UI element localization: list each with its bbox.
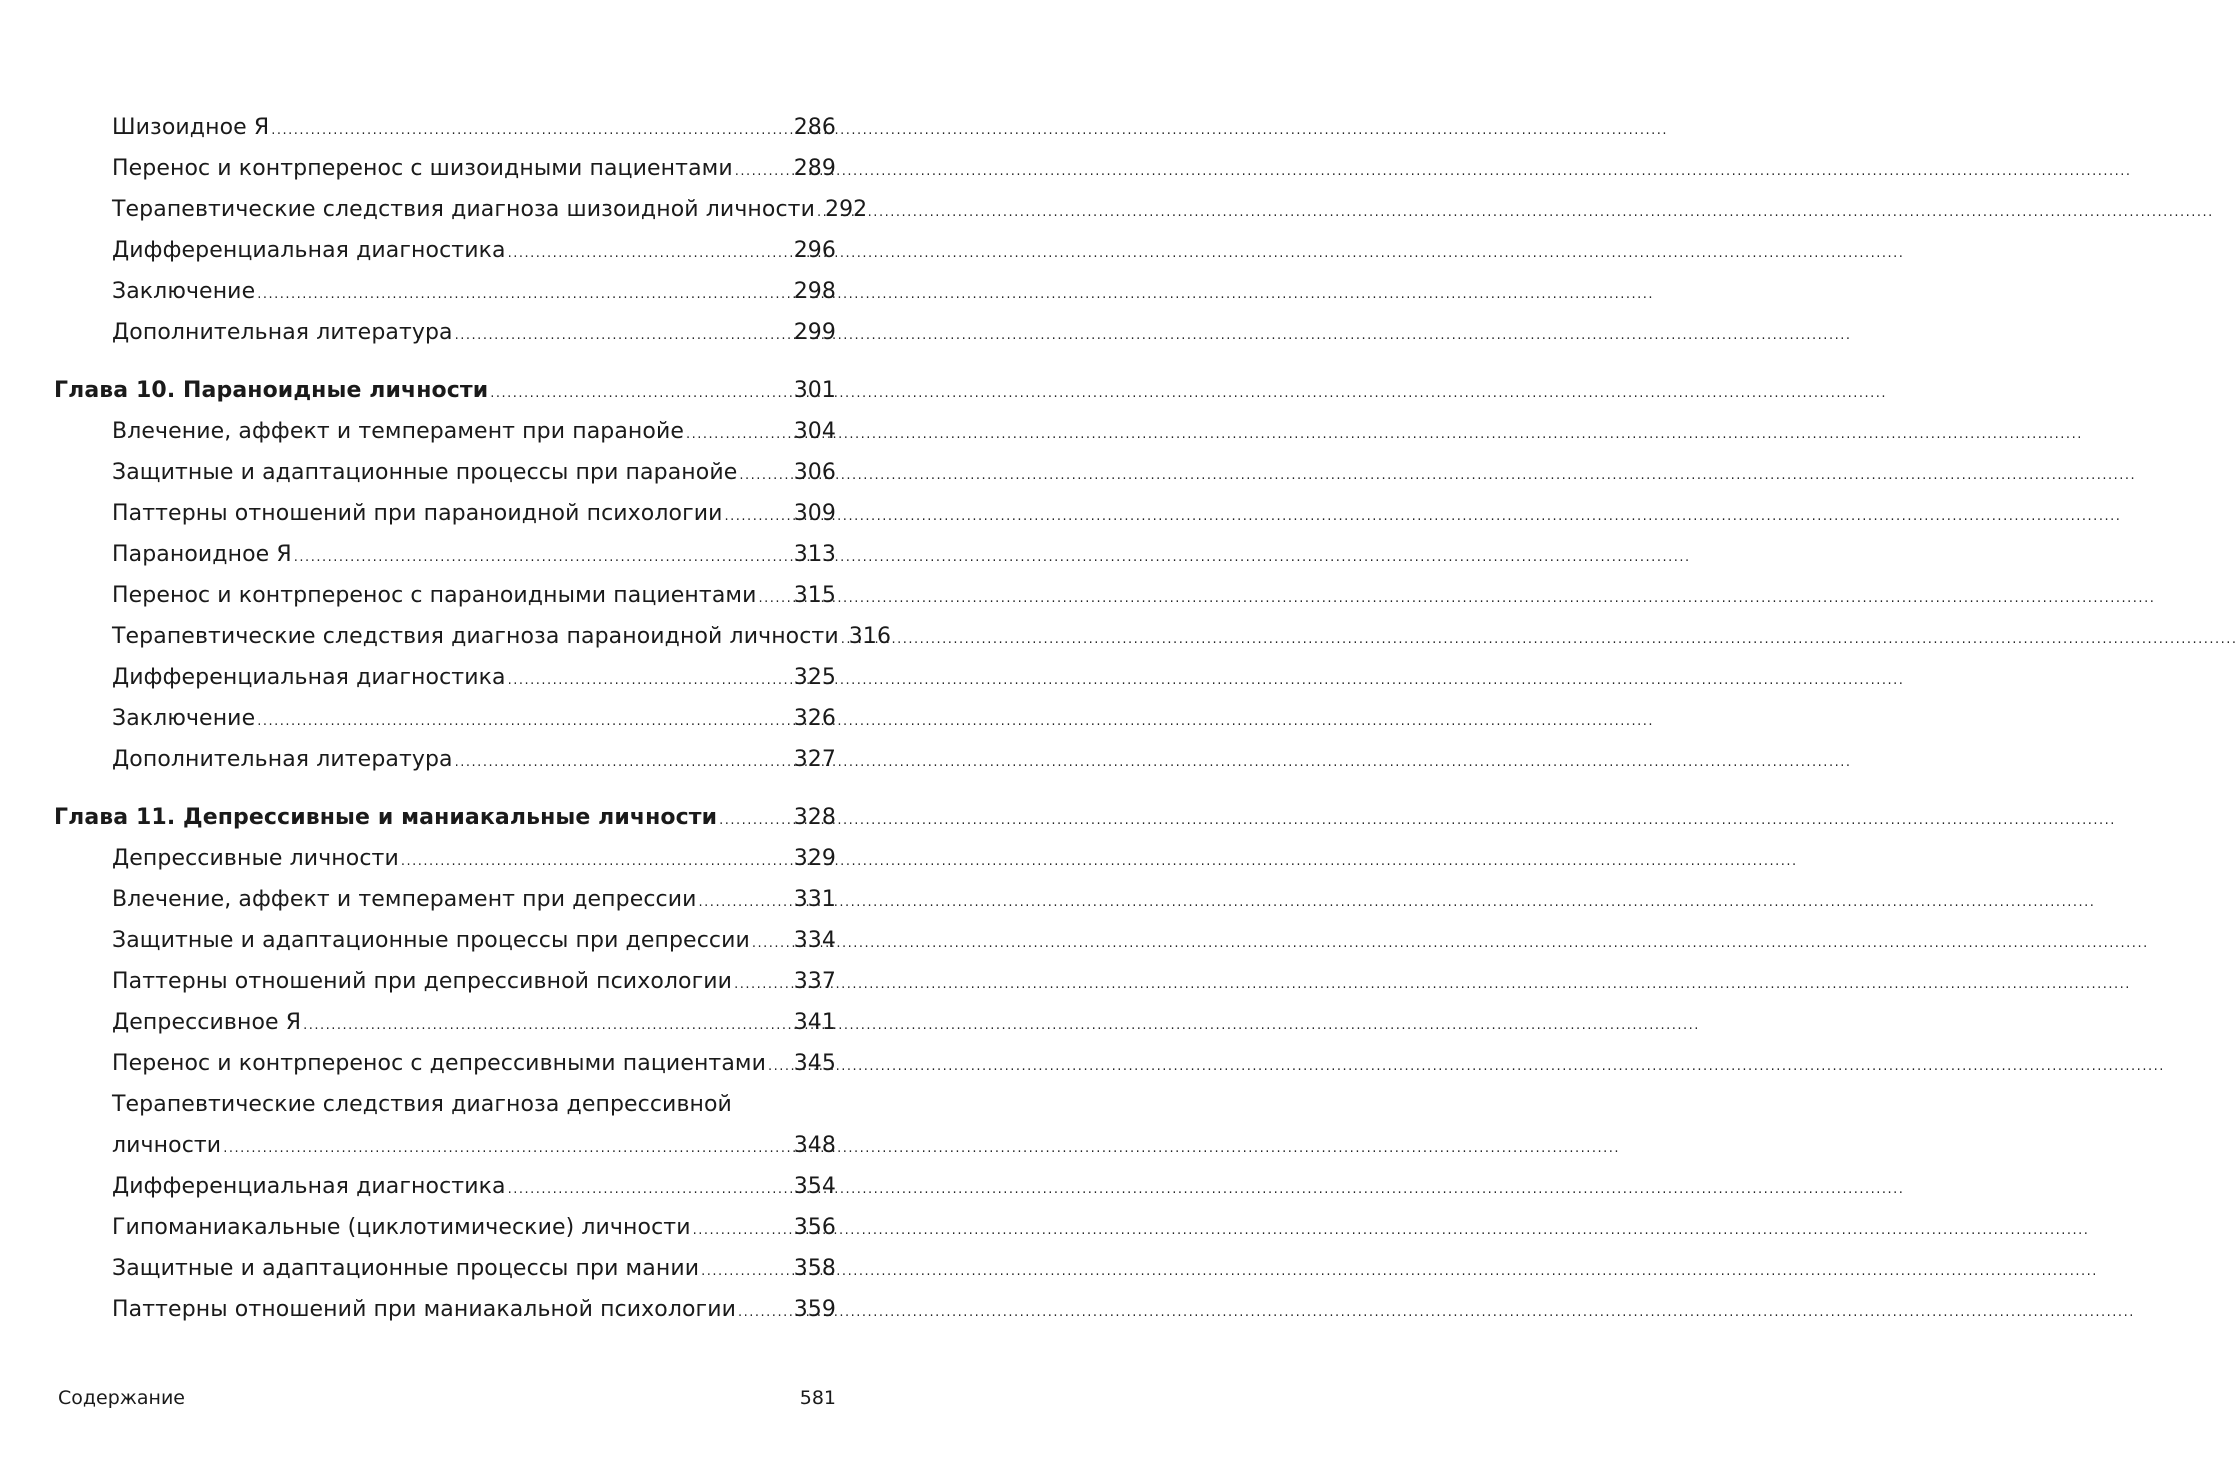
toc-page-number: 359 <box>793 1297 836 1322</box>
toc-entry <box>54 879 836 920</box>
toc-page-number: 331 <box>793 887 836 912</box>
dot-leader <box>506 233 792 274</box>
toc-page-number: 334 <box>793 928 836 953</box>
dot-leader <box>292 537 792 578</box>
dot-leader <box>506 1169 792 1210</box>
toc-entry-continuation <box>54 1125 836 1166</box>
toc-entry <box>54 107 836 148</box>
dot-leader <box>736 1292 792 1333</box>
toc-entry-title: Депрессивное Я <box>112 1010 302 1035</box>
toc-entry-title: Защитные и адаптационные процессы при депрессии <box>112 928 750 953</box>
toc-entry-title: Паттерны отношений при параноидной психологии <box>112 501 723 526</box>
toc-entry <box>54 616 892 657</box>
toc-entry-title: Терапевтические следствия диагноза шизоидной личности <box>112 197 815 222</box>
toc-entry <box>54 148 836 189</box>
toc-page-number: 328 <box>793 805 836 830</box>
toc-page-number: 329 <box>793 846 836 871</box>
dot-leader <box>691 1210 792 1251</box>
toc-entry-title: Перенос и контрперенос с шизоидными пациентами <box>112 156 733 181</box>
toc-entry <box>54 1289 836 1330</box>
toc-page-number: 316 <box>848 624 892 649</box>
dot-leader <box>757 578 792 619</box>
toc-entry <box>54 271 836 312</box>
dot-leader <box>699 1251 792 1292</box>
dot-leader <box>269 110 791 151</box>
toc-page-number: 337 <box>793 969 836 994</box>
toc-chapter-title: Глава 11. Депрессивные и маниакальные личности <box>54 805 718 830</box>
toc-chapter-title: Глава 10. Параноидные личности <box>54 378 489 403</box>
toc-entry-title: Дифференциальная диагностика <box>112 1174 506 1199</box>
toc-entry-title: Заключение <box>112 706 256 731</box>
dot-leader <box>255 274 791 315</box>
toc-entry-title: личности <box>112 1133 222 1158</box>
toc-page-number: 292 <box>824 197 868 222</box>
toc-entry-title: Дифференциальная диагностика <box>112 238 506 263</box>
dot-leader <box>255 701 791 742</box>
toc-entry <box>54 575 836 616</box>
toc-entry-title: Параноидное Я <box>112 542 292 567</box>
toc-entry <box>54 230 836 271</box>
toc-entry <box>54 920 836 961</box>
toc-entry-title: Перенос и контрперенос с параноидными пациентами <box>112 583 757 608</box>
toc-entry <box>54 452 836 493</box>
toc-entry <box>54 1207 836 1248</box>
toc-page-number: 315 <box>793 583 836 608</box>
dot-leader <box>723 496 792 537</box>
toc-entry-title: Паттерны отношений при маниакальной психологии <box>112 1297 737 1322</box>
toc-entry-title: Шизоидное Я <box>112 115 270 140</box>
toc-entry <box>54 189 868 230</box>
toc-entry <box>54 657 836 698</box>
toc-page-number: 286 <box>793 115 836 140</box>
toc-page-number: 306 <box>793 460 836 485</box>
toc-entry-title: Перенос и контрперенос с депрессивными пациентами <box>112 1051 767 1076</box>
toc-page-number: 348 <box>793 1133 836 1158</box>
toc-page-number: 304 <box>793 419 836 444</box>
page-footer <box>58 1387 836 1409</box>
toc-entry <box>54 1043 836 1084</box>
toc-entry-title: Защитные и адаптационные процессы при паранойе <box>112 460 738 485</box>
toc-entry <box>54 312 836 353</box>
toc-entry-title: Терапевтические следствия диагноза параноидной личности <box>112 624 839 649</box>
toc-entry-title: Дифференциальная диагностика <box>112 665 506 690</box>
dot-leader <box>733 151 792 192</box>
toc-page-number: 341 <box>793 1010 836 1035</box>
toc-entry <box>54 1248 836 1289</box>
toc-page-number: 356 <box>793 1215 836 1240</box>
toc-page-number: 358 <box>793 1256 836 1281</box>
dot-leader <box>717 800 792 841</box>
toc-entry <box>54 493 836 534</box>
toc-entry <box>54 838 836 879</box>
dot-leader <box>453 742 792 783</box>
toc-page-number: 327 <box>793 747 836 772</box>
footer-page-number: 581 <box>799 1387 836 1409</box>
toc-chapter-entry <box>54 797 836 838</box>
dot-leader <box>839 619 847 660</box>
dot-leader <box>399 841 792 882</box>
dot-leader <box>766 1046 792 1087</box>
toc-page-number: 325 <box>793 665 836 690</box>
toc-chapter-entry <box>54 370 836 411</box>
dot-leader <box>684 414 792 455</box>
dot-leader <box>453 315 792 356</box>
toc-page-number: 298 <box>793 279 836 304</box>
toc-entry <box>54 1084 836 1125</box>
footer-section-title: Содержание <box>58 1387 185 1409</box>
dot-leader <box>221 1128 791 1169</box>
toc-page-number: 301 <box>793 378 836 403</box>
toc-entry-title: Заключение <box>112 279 256 304</box>
toc-entry <box>54 698 836 739</box>
dot-leader <box>732 964 792 1005</box>
toc-entry <box>54 739 836 780</box>
toc-entry-title: Гипоманиакальные (циклотимические) личности <box>112 1215 691 1240</box>
toc-entry-title: Терапевтические следствия диагноза депрессивной <box>112 1092 732 1117</box>
toc-page-number: 299 <box>793 320 836 345</box>
toc-page-number: 296 <box>793 238 836 263</box>
dot-leader <box>506 660 792 701</box>
dot-leader <box>488 373 791 414</box>
toc-page-number: 289 <box>793 156 836 181</box>
toc-entry <box>54 1002 836 1043</box>
toc-entry <box>54 534 836 575</box>
dot-leader <box>750 923 792 964</box>
toc-entry-title: Дополнительная литература <box>112 320 453 345</box>
toc-entry-title: Влечение, аффект и темперамент при депрессии <box>112 887 697 912</box>
toc-page-number: 313 <box>793 542 836 567</box>
toc-entry-title: Дополнительная литература <box>112 747 453 772</box>
dot-leader <box>301 1005 792 1046</box>
table-of-contents <box>54 107 892 1330</box>
toc-entry-title: Защитные и адаптационные процессы при мании <box>112 1256 700 1281</box>
toc-page-number: 354 <box>793 1174 836 1199</box>
toc-entry <box>54 411 836 452</box>
toc-page-number: 345 <box>793 1051 836 1076</box>
toc-entry-title: Паттерны отношений при депрессивной психологии <box>112 969 733 994</box>
toc-entry-title: Влечение, аффект и темперамент при паранойе <box>112 419 685 444</box>
toc-entry <box>54 961 836 1002</box>
toc-page-number: 309 <box>793 501 836 526</box>
dot-leader <box>697 882 792 923</box>
dot-leader <box>815 192 823 233</box>
toc-entry-title: Депрессивные личности <box>112 846 399 871</box>
toc-entry <box>54 1166 836 1207</box>
dot-leader <box>737 455 791 496</box>
toc-page-number: 326 <box>793 706 836 731</box>
